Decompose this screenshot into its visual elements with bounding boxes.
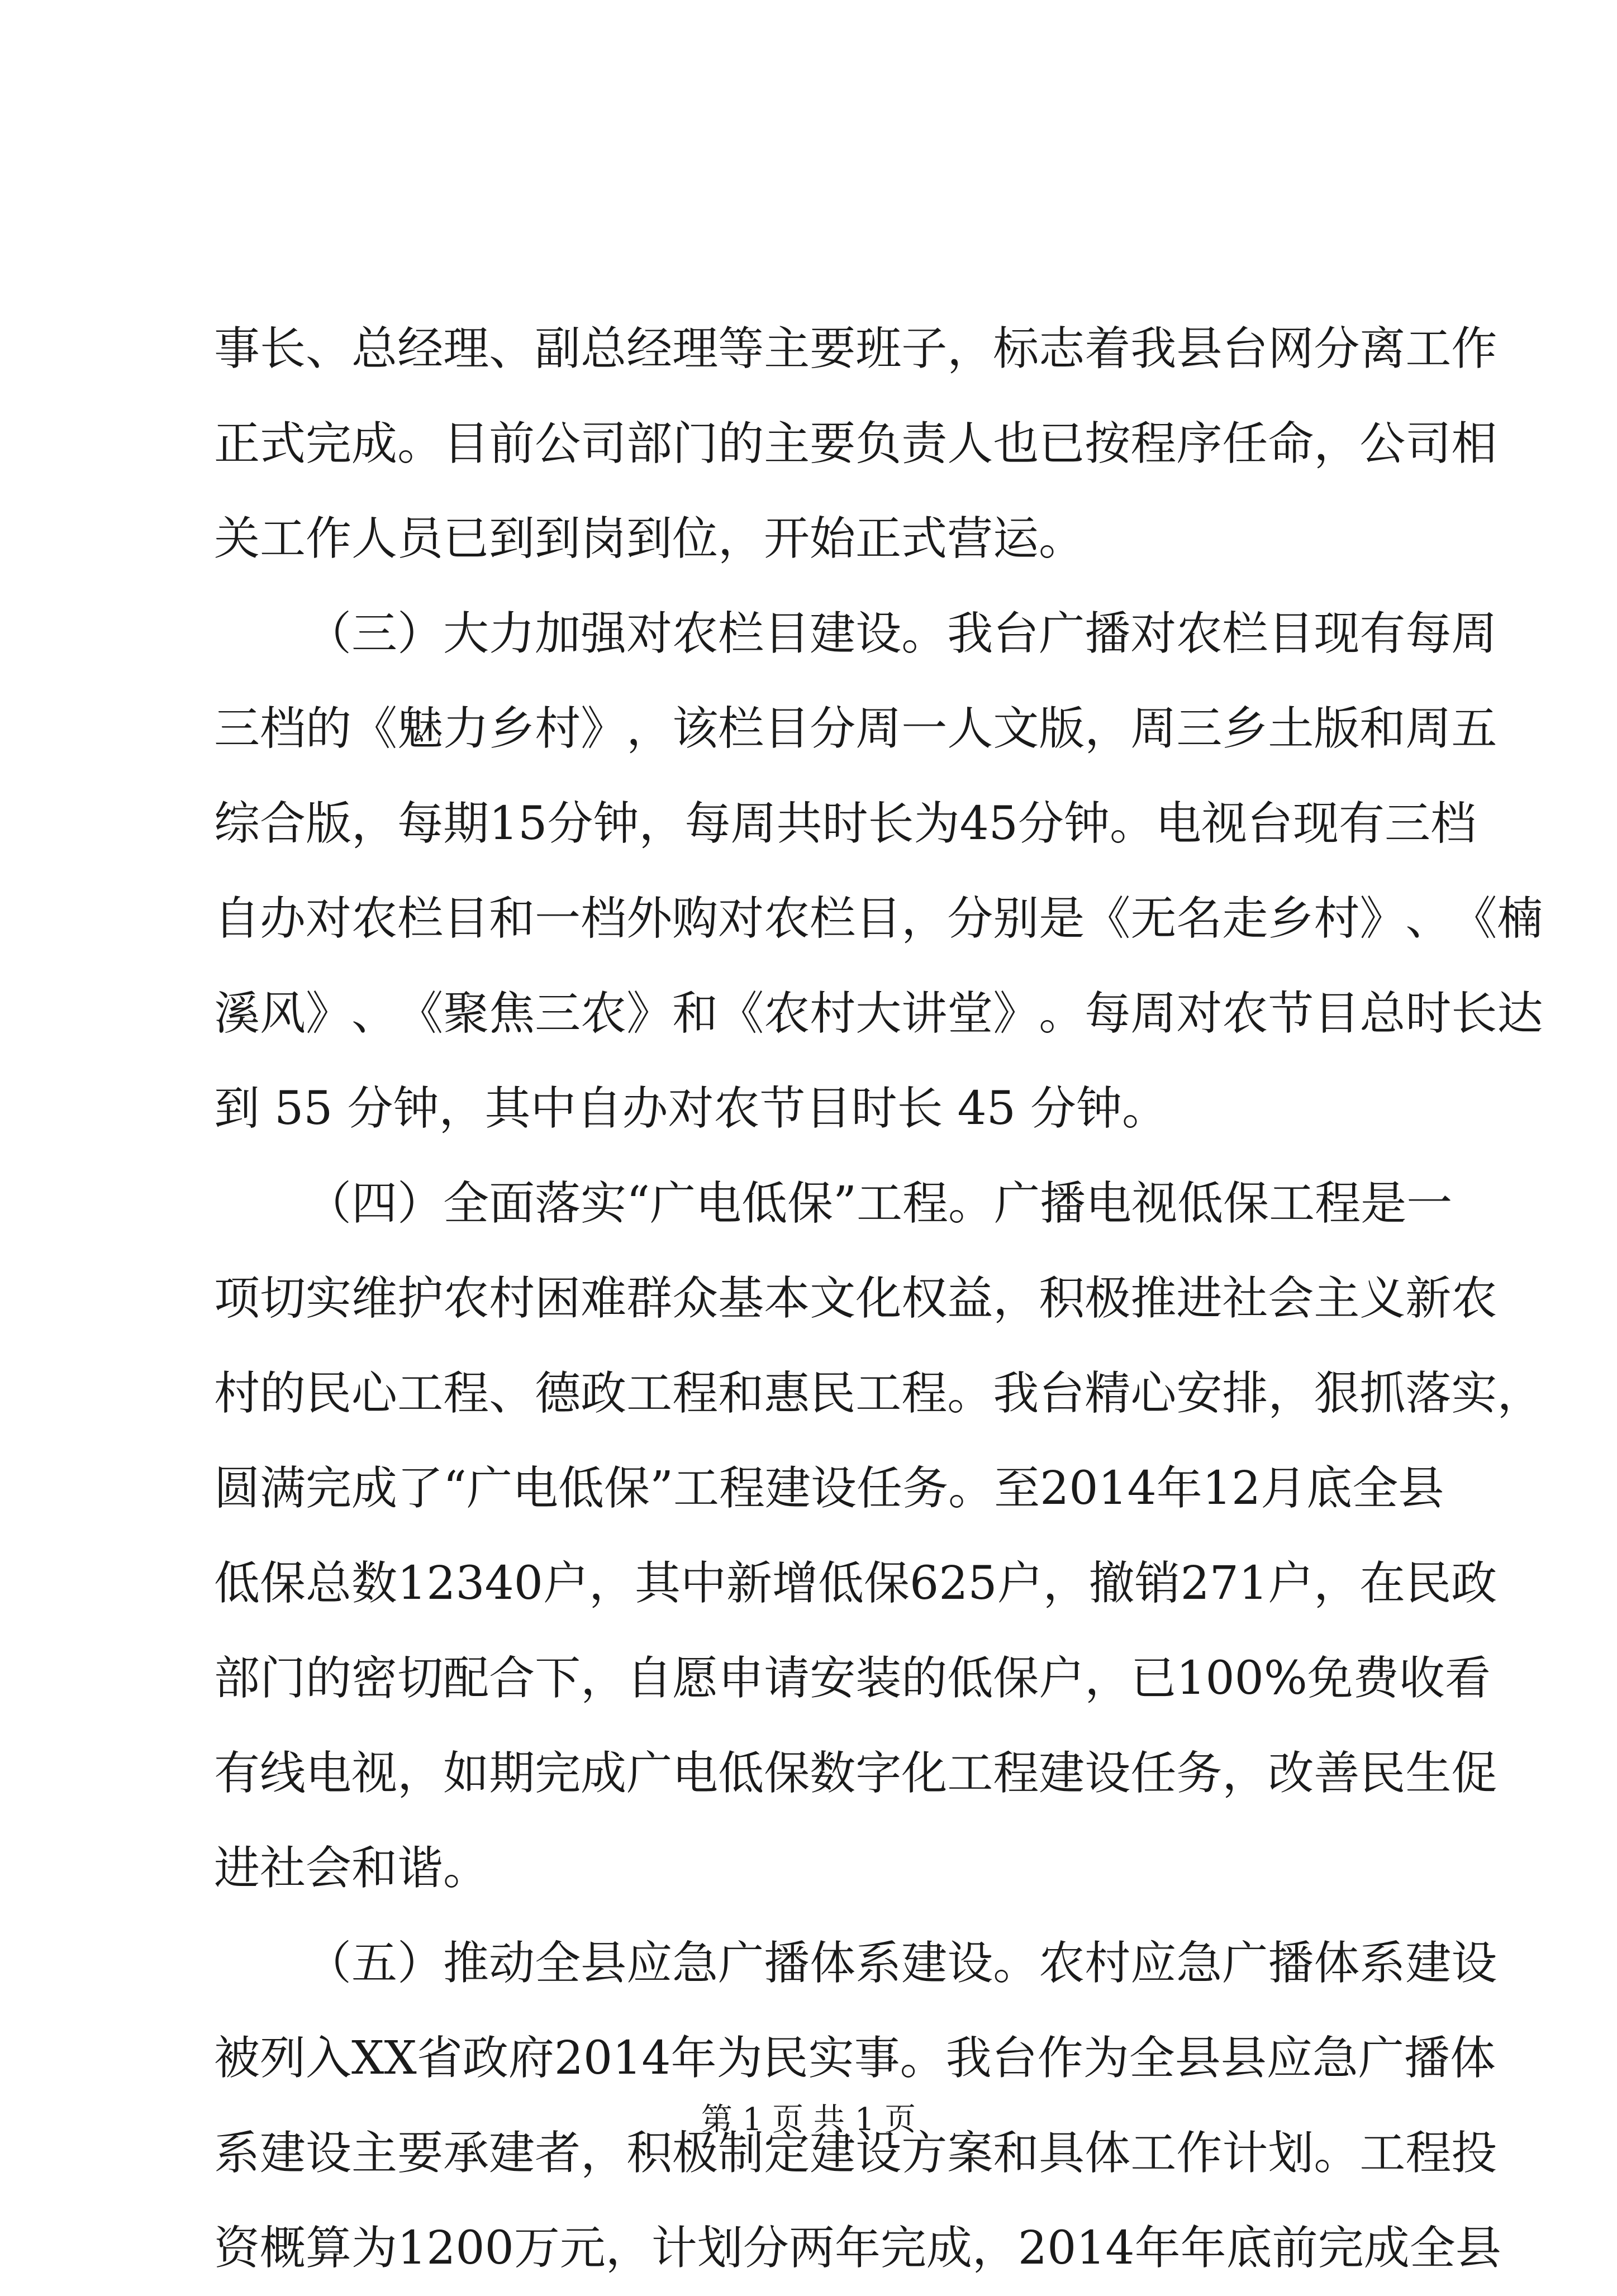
document-body bbox=[214, 302, 1543, 2296]
text-line: 关工作人员已到到岗到位，开始正式营运。 bbox=[214, 512, 1085, 565]
text-line: 村 的 民 心 工 程 、 德 政 工 程 和 惠 民 工 程 。 我 台 精 心 安 排 ， 狠 抓 落 实 ， bbox=[214, 1367, 1543, 1420]
text-line: 溪 风 》 、 《 聚 焦 三 农 》 和 《 农 村 大 讲 堂 》 。 每 周 对 农 节 目 总 时 长 达 bbox=[214, 987, 1543, 1040]
text-line: 项 切 实 维 护 农 村 困 难 群 众 基 本 文 化 权 益 ， 积 极 推 进 社 会 主 义 新 农 bbox=[214, 1272, 1497, 1325]
paragraph-heading-line: （ 五 ） 推 动 全 县 应 急 广 播 体 系 建 设 。 农 村 应 急 广 播 体 系 建 设 bbox=[306, 1937, 1497, 1990]
text-line: 部 门 的 密 切 配 合 下 ， 自 愿 申 请 安 装 的 低 保 户 ， 已 100% 免 费 收 看 bbox=[214, 1652, 1491, 1705]
text-line: 低 保 总 数 12340 户 ， 其 中 新 增 低 保 625 户 ， 撤 销 271 户 ， 在 民 政 bbox=[214, 1557, 1497, 1610]
text-line: 正 式 完 成 。 目 前 公 司 部 门 的 主 要 负 责 人 也 已 按 程 序 任 命 ， 公 司 相 bbox=[214, 417, 1497, 470]
text-line: 进社会和谐。 bbox=[214, 1842, 489, 1895]
text-line: 自 办 对 农 栏 目 和 一 档 外 购 对 农 栏 目 ， 分 别 是 《 无 名 走 乡 村 》 、 《 楠 bbox=[214, 892, 1543, 945]
text-line: 有 线 电 视 ， 如 期 完 成 广 电 低 保 数 字 化 工 程 建 设 任 务 ， 改 善 民 生 促 bbox=[214, 1747, 1497, 1800]
paragraph-heading-line: （ 四 ） 全 面 落 实 “ 广 电 低 保 ” 工 程 。 广 播 电 视 低 保 工 程 是 一 bbox=[306, 1177, 1453, 1230]
text-line: 到 55 分钟，其中自办对农节目时长 45 分钟。 bbox=[214, 1082, 1168, 1135]
text-line: 综 合 版 ， 每 期 15 分 钟 ， 每 周 共 时 长 为 45 分 钟 。 电 视 台 现 有 三 档 bbox=[214, 797, 1477, 850]
text-line: 圆 满 完 成 了 “ 广 电 低 保 ” 工 程 建 设 任 务 。 至 2014 年 12 月 底 全 县 bbox=[214, 1462, 1444, 1515]
text-line: 被 列 入 XX 省 政 府 2014 年 为 民 实 事 。 我 台 作 为 全 县 县 应 急 广 播 体 bbox=[214, 2032, 1496, 2085]
text-line: 资 概 算 为 1200 万 元 ， 计 划 分 两 年 完 成 ， 2014 年 年 底 前 完 成 全 县 bbox=[214, 2222, 1501, 2275]
text-line: 三 档 的 《 魅 力 乡 村 》 ， 该 栏 目 分 周 一 人 文 版 ， 周 三 乡 土 版 和 周 五 bbox=[214, 702, 1497, 755]
text-line: 系 建 设 主 要 承 建 者 ， 积 极 制 定 建 设 方 案 和 具 体 工 作 计 划 。 工 程 投 bbox=[214, 2127, 1497, 2180]
paragraph-heading-line: （ 三 ） 大 力 加 强 对 农 栏 目 建 设 。 我 台 广 播 对 农 栏 目 现 有 每 周 bbox=[306, 607, 1497, 660]
text-line: 事 长 、 总 经 理 、 副 总 经 理 等 主 要 班 子 ， 标 志 着 我 县 台 网 分 离 工 作 bbox=[214, 322, 1497, 375]
page-number-footer: 第 1 页 共 1 页 bbox=[701, 2102, 916, 2138]
